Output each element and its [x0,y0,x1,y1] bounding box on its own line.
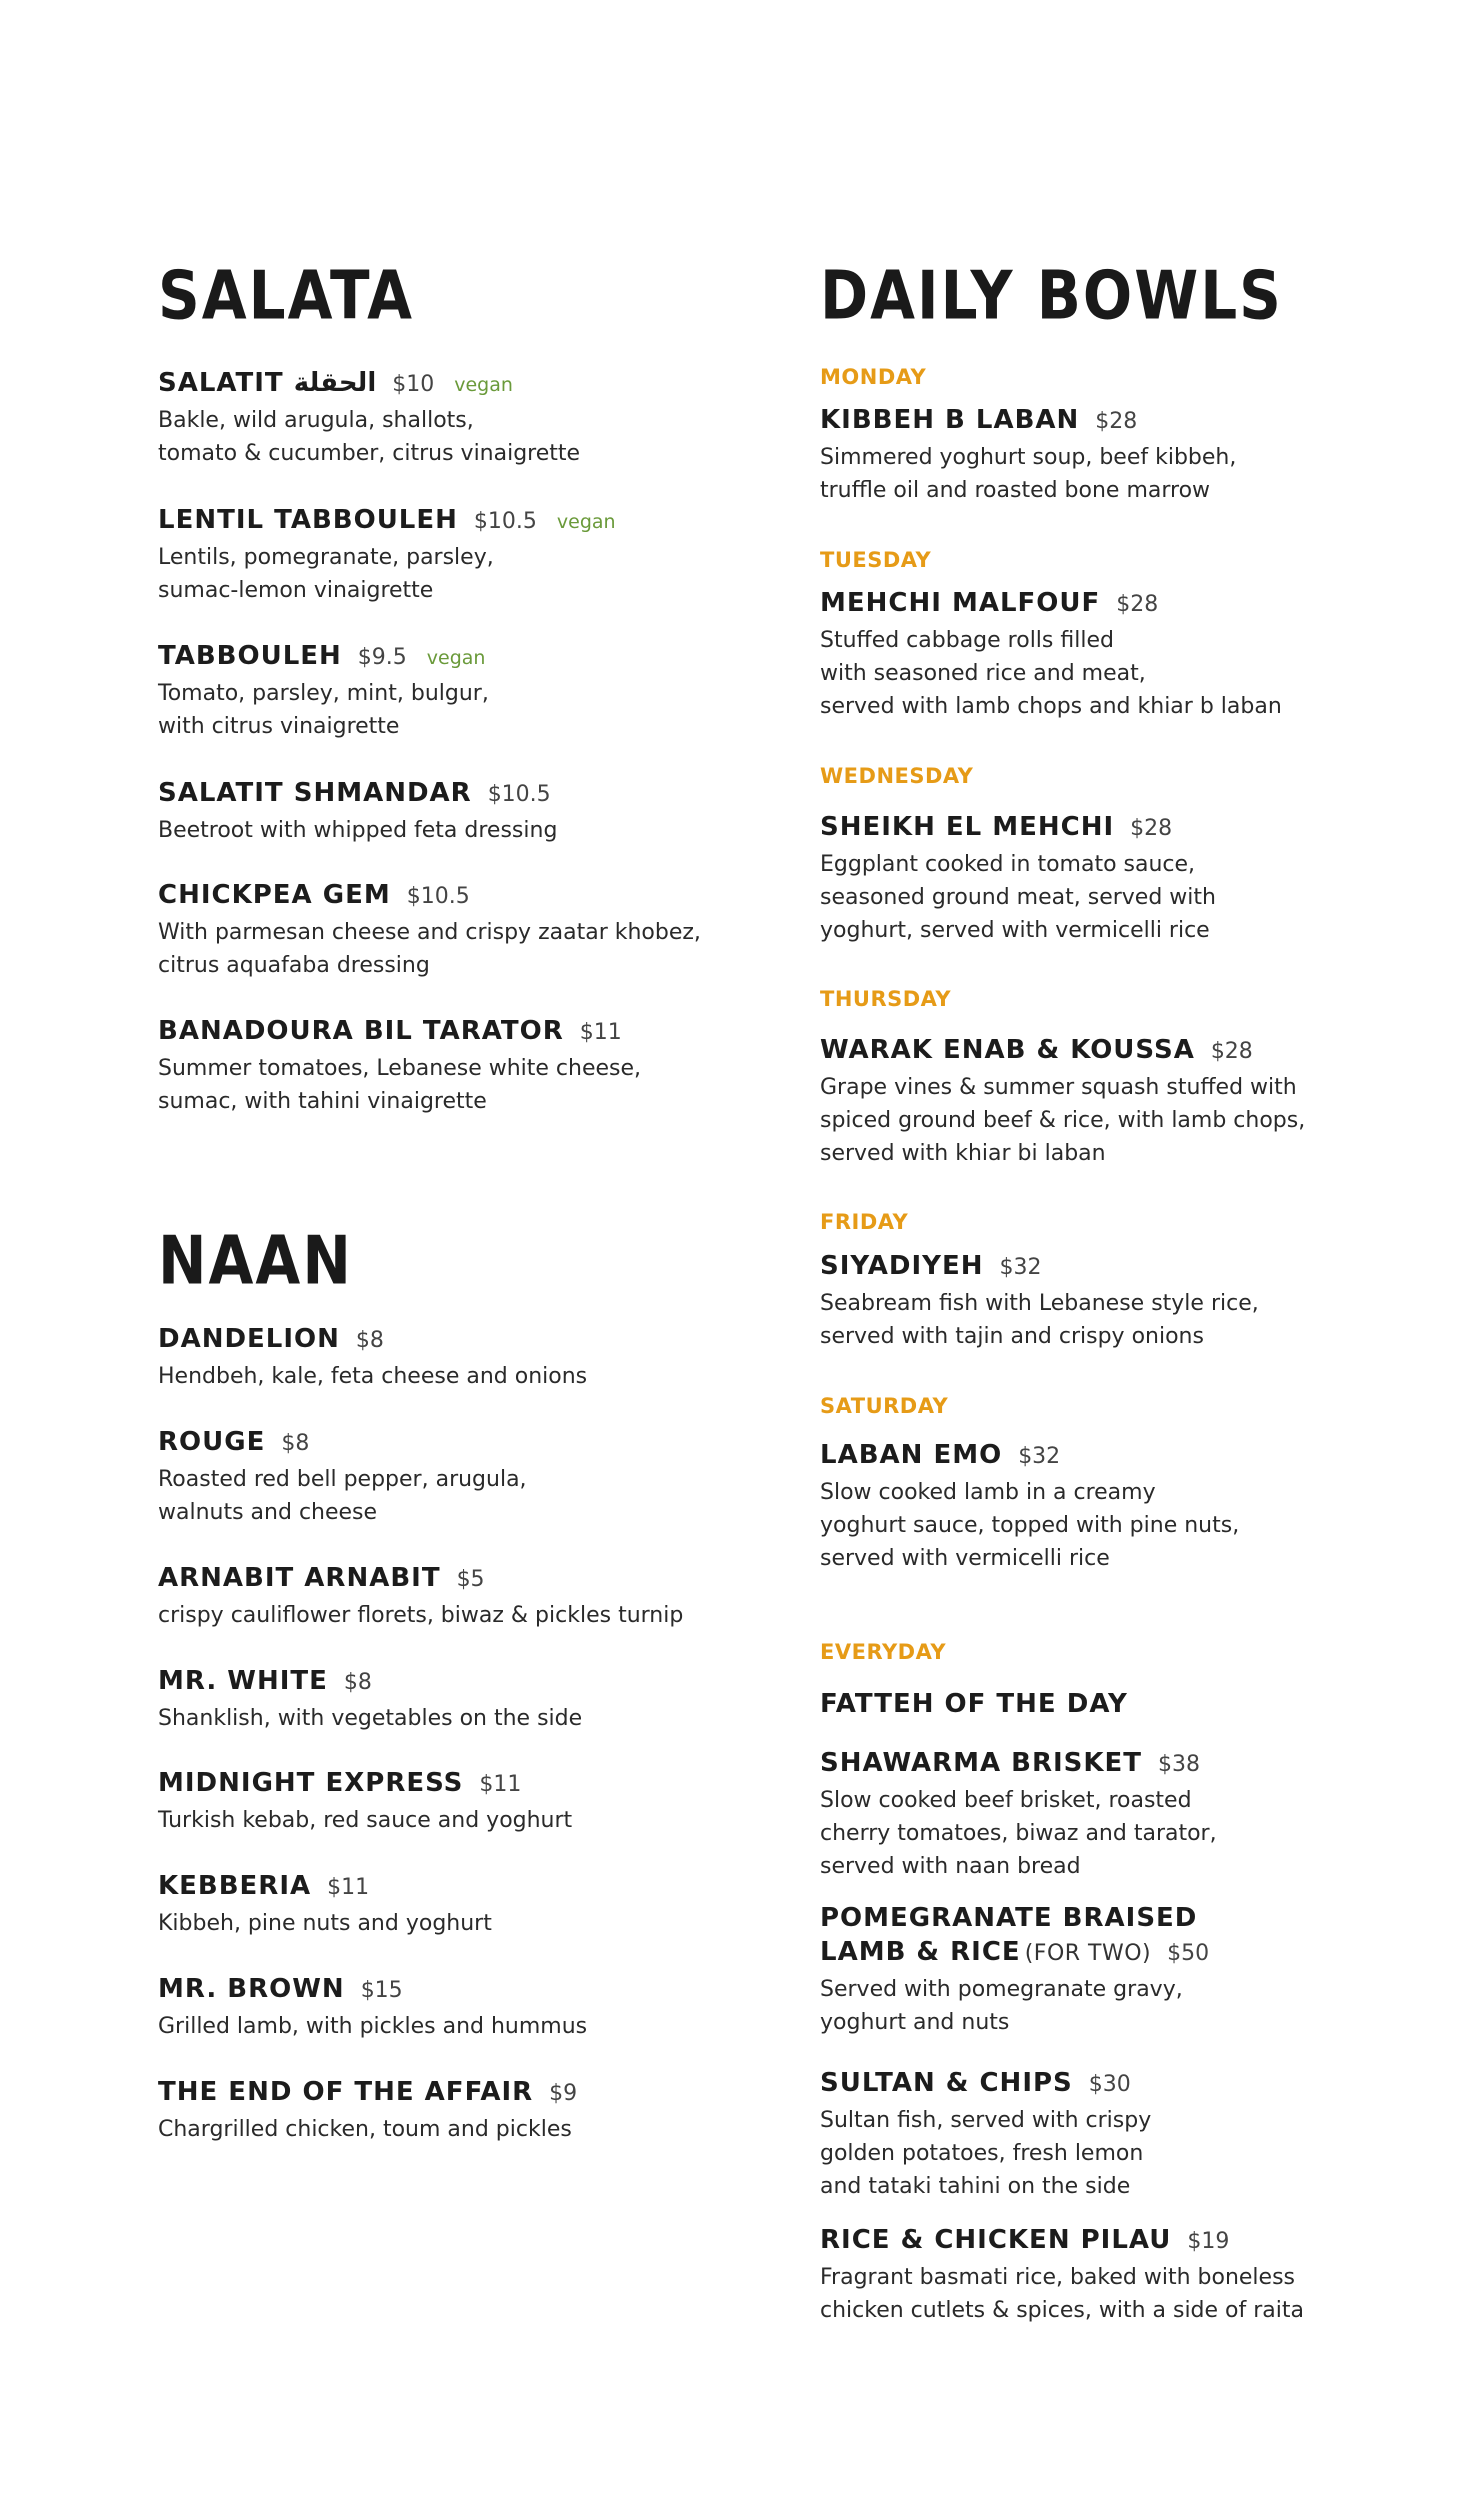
day-label: SATURDAY [820,1394,949,1418]
item-price: $32 [999,1255,1042,1280]
item-price: $28 [1116,592,1159,617]
item-name: BANADOURA BIL TARATOR [158,1016,564,1046]
item-description: Hendbeh, kale, feta cheese and onions [158,1364,588,1389]
item-note: (FOR TWO) [1024,1941,1152,1966]
item-description: Bakle, wild arugula, shallots, tomato & cucumber, citrus vinaigrette [158,408,581,466]
item-price: $50 [1167,1941,1210,1966]
menu-item [820,1748,1460,1883]
item-description: Kibbeh, pine nuts and yoghurt [158,1911,492,1936]
menu-item [158,1974,798,2043]
menu-item [820,812,1460,947]
day-label: FRIDAY [820,1210,909,1234]
menu-item [158,1324,798,1393]
item-name: SALATIT SHMANDAR [158,778,472,808]
item-name: FATTEH OF THE DAY [820,1689,1128,1719]
item-name: SHAWARMA BRISKET [820,1748,1143,1778]
item-name: CHICKPEA GEM [158,880,391,910]
item-price: $28 [1130,816,1173,841]
menu-item [158,1666,798,1735]
item-description: crispy cauliflower florets, biwaz & pickles turnip [158,1603,684,1628]
item-description: Eggplant cooked in tomato sauce, seasoned ground meat, served with yoghurt, served with vermicelli rice [820,852,1216,943]
item-description: Slow cooked beef brisket, roasted cherry tomatoes, biwaz and tarator, served with naan bread [820,1788,1217,1879]
item-description: Chargrilled chicken, toum and pickles [158,2117,572,2142]
naan-title: NAAN [158,1221,353,1300]
item-price: $11 [327,1875,370,1900]
item-price: $8 [281,1431,310,1456]
menu-item [158,2077,798,2146]
menu-item [158,1563,798,1632]
item-description: Grape vines & summer squash stuffed with spiced ground beef & rice, with lamb chops, served with khiar bi laban [820,1075,1306,1166]
item-name: MIDNIGHT EXPRESS [158,1768,464,1798]
item-name: LABAN EMO [820,1440,1003,1470]
item-price: $32 [1018,1444,1061,1469]
item-price: $10.5 [473,509,537,534]
item-description: With parmesan cheese and crispy zaatar khobez, citrus aquafaba dressing [158,920,701,978]
item-name: SIYADIYEH [820,1251,984,1281]
item-price: $9 [549,2081,578,2106]
item-description: Turkish kebab, red sauce and yoghurt [158,1808,573,1833]
item-description: Served with pomegranate gravy, yoghurt and nuts [820,1977,1183,2035]
item-name: SHEIKH EL MEHCHI [820,812,1115,842]
item-name: KEBBERIA [158,1871,312,1901]
item-name: KIBBEH B LABAN [820,405,1080,435]
item-description: Stuffed cabbage rolls filled with seasoned rice and meat, served with lamb chops and khiar b laban [820,628,1282,719]
menu-item [820,1440,1460,1575]
item-name-line-2: LAMB & RICE [820,1937,1021,1967]
daily-bowls-title: DAILY BOWLS [820,256,1283,335]
item-name: MR. BROWN [158,1974,345,2004]
item-price: $15 [360,1978,403,2003]
item-price: $28 [1095,409,1138,434]
item-price: $28 [1210,1039,1253,1064]
vegan-tag: vegan [426,647,486,669]
menu-item [820,1035,1460,1170]
menu-item [820,2225,1460,2327]
item-name: POMEGRANATE BRAISED [820,1903,1198,1933]
item-name: LENTIL TABBOULEH [158,505,458,535]
menu-item [820,2068,1460,2203]
item-name: WARAK ENAB & KOUSSA [820,1035,1195,1065]
item-price: $11 [579,1020,622,1045]
item-description: Roasted red bell pepper, arugula, walnuts and cheese [158,1467,527,1525]
item-name: MR. WHITE [158,1666,328,1696]
item-price: $8 [355,1328,384,1353]
item-description: Fragrant basmati rice, baked with boneless chicken cutlets & spices, with a side of raita [820,2265,1304,2323]
salata-title: SALATA [158,256,414,335]
menu-item [158,1871,798,1940]
menu-item [820,1689,1460,1723]
item-price: $30 [1088,2072,1131,2097]
item-name: RICE & CHICKEN PILAU [820,2225,1172,2255]
menu-item [158,368,798,470]
item-price: $10.5 [406,884,470,909]
item-price: $11 [479,1772,522,1797]
day-label: EVERYDAY [820,1640,947,1664]
day-label: TUESDAY [820,548,932,572]
item-name: ARNABIT ARNABIT [158,1563,441,1593]
item-price: $38 [1158,1752,1201,1777]
item-description: Grilled lamb, with pickles and hummus [158,2014,588,2039]
item-description: Summer tomatoes, Lebanese white cheese, sumac, with tahini vinaigrette [158,1056,642,1114]
menu-item [158,1427,798,1529]
item-description: Shanklish, with vegetables on the side [158,1706,583,1731]
vegan-tag: vegan [454,374,513,396]
item-name: SULTAN & CHIPS [820,2068,1073,2098]
day-label: MONDAY [820,365,927,389]
item-price: $19 [1187,2229,1230,2254]
item-description: Seabream fish with Lebanese style rice, served with tajin and crispy onions [820,1291,1259,1349]
menu-item [820,1903,1460,2039]
menu-item [820,405,1460,507]
item-description: Slow cooked lamb in a creamy yoghurt sauce, topped with pine nuts, served with vermicelli rice [820,1480,1240,1571]
item-name: TABBOULEH [158,641,342,671]
item-price: $10.5 [487,782,551,807]
item-description: Simmered yoghurt soup, beef kibbeh, truffle oil and roasted bone marrow [820,445,1237,503]
menu-item [158,1768,798,1837]
item-price: $9.5 [357,645,407,670]
menu-item [158,778,798,847]
menu-item [158,1016,798,1118]
item-price: $5 [456,1567,485,1592]
item-price: $10 [392,372,435,397]
item-description: Beetroot with whipped feta dressing [158,818,558,843]
item-description: Sultan fish, served with crispy golden potatoes, fresh lemon and tataki tahini on the side [820,2108,1152,2199]
day-label: THURSDAY [820,987,952,1011]
day-label: WEDNESDAY [820,764,974,788]
item-description: Tomato, parsley, mint, bulgur, with citrus vinaigrette [158,681,489,739]
menu-item [158,505,798,607]
vegan-tag: vegan [556,511,616,533]
item-name: DANDELION [158,1324,340,1354]
menu-item [820,588,1460,723]
menu-item [158,641,798,743]
item-price: $8 [343,1670,372,1695]
menu-item [158,880,798,982]
item-description: Lentils, pomegranate, parsley, sumac-lemon vinaigrette [158,545,494,603]
item-name: THE END OF THE AFFAIR [158,2077,534,2107]
item-name: SALATIT الحقلة [158,368,377,398]
item-name: MEHCHI MALFOUF [820,588,1101,618]
menu-item [820,1251,1460,1353]
item-name: ROUGE [158,1427,266,1457]
